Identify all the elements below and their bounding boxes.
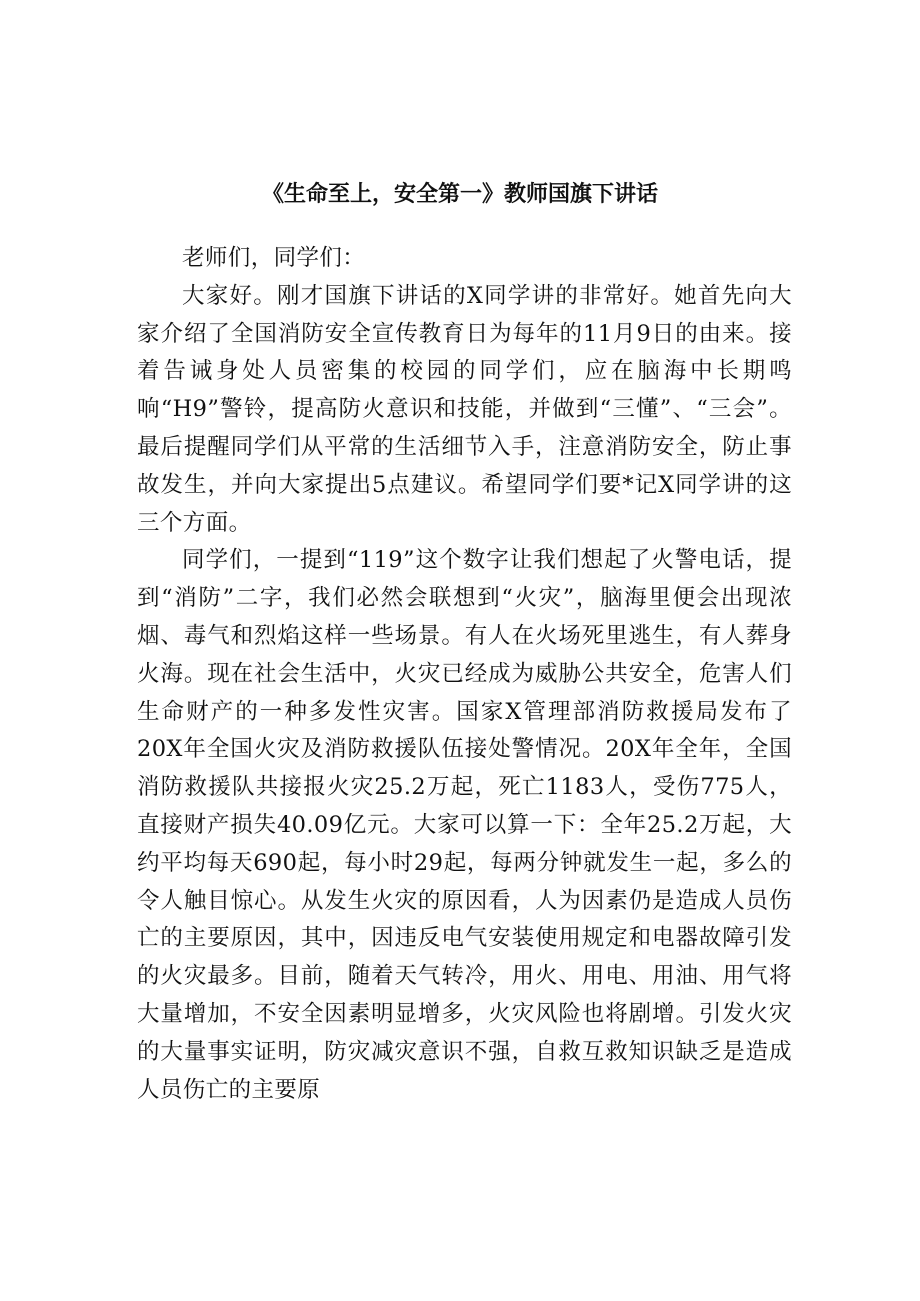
salutation-paragraph: 老师们，同学们： [182,245,366,271]
body-paragraph: 同学们，一提到“119”这个数字让我们想起了火警电话，提到“消防”二字，我们必然会联想到“火灾”，脑海里便会出现浓烟、毒气和烈焰这样一些场景。有人在火场死里逃生，有人葬身火海。现在社会生活中，火灾已经成为威胁公共安全，危害人们生命财产的一种多发性灾害。国家X管理部消防救援局发布了20X年全国火灾及消防救援队伍接处警情况。20X年全年，全国消防救援队共接报火灾25.2万起，死亡1183人，受伤775人，直接财产损失40.09亿元。大家可以算一下：全年25.2万起，大约平均每天690起，每小时29起，每两分钟就发生一起，多么的令人触目惊心。从发生火灾的原因看，人为因素仍是造成人员伤亡的主要原因，其中，因违反电气安装使用规定和电器故障引发的火灾最多。目前，随着天气转冷，用火、用电、用油、用气将大量增加，不安全因素明显增多，火灾风险也将剧增。引发火灾的大量事实证明，防灾减灾意识不强，自救互救知识缺乏是造成人员伤亡的主要原 [137,547,792,1103]
document-body [137,240,792,1109]
body-paragraph: 大家好。刚才国旗下讲话的X同学讲的非常好。她首先向大家介绍了全国消防安全宣传教育日为每年的11月9日的由来。接着告诫身处人员密集的校园的同学们，应在脑海中长期鸣响“H9”警铃，提高防火意识和技能，并做到“三懂”、“三会”。最后提醒同学们从平常的生活细节入手，注意消防安全，防止事故发生，并向大家提出5点建议。希望同学们要*记X同学讲的这三个方面。 [137,282,792,536]
document-title: 《生命至上，安全第一》教师国旗下讲话 [261,182,658,207]
